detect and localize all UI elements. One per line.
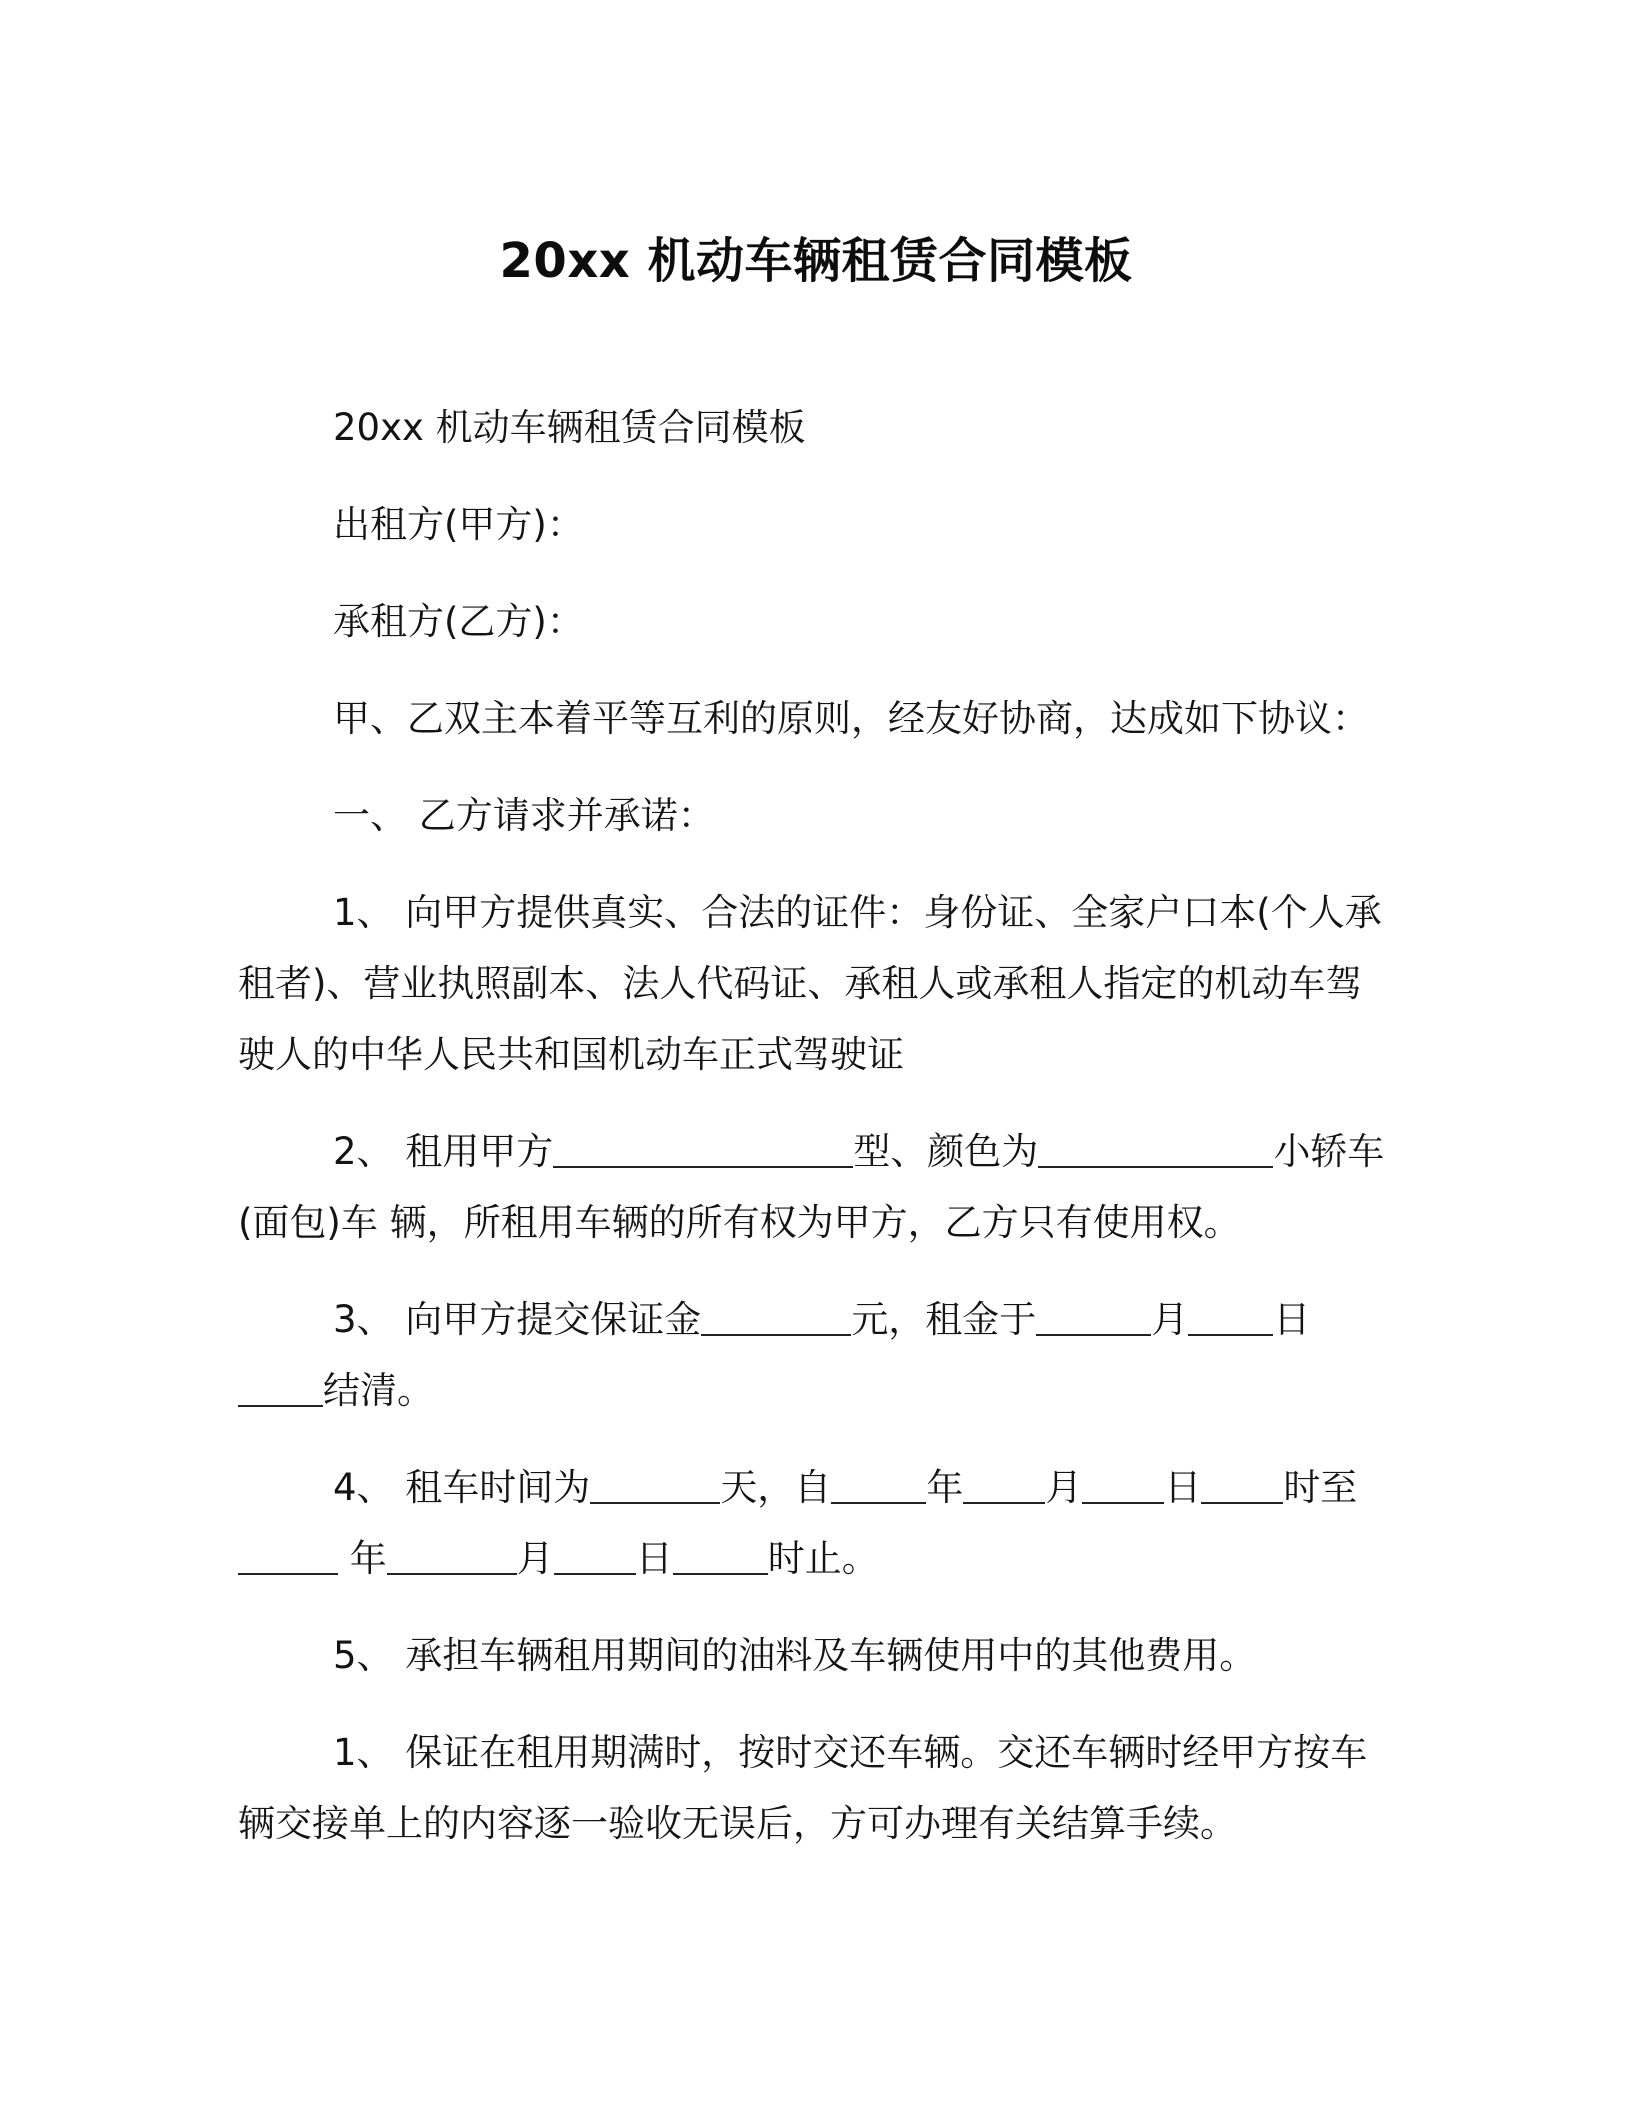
clause-3-text-b: 元，租金于: [851, 1298, 1037, 1341]
intro-paragraph: 甲、乙双主本着平等互利的原则，经友好协商，达成如下协议：: [333, 697, 1369, 740]
document-body: [238, 392, 1388, 1885]
clause-4: [238, 1452, 1388, 1594]
clause-4-text-f: 时至: [1283, 1466, 1358, 1509]
blank-field[interactable]: [387, 1529, 517, 1575]
clause-2-text-c: 小轿车(面包)车 辆，所租用车辆的所有权为甲方，乙方只有使用权。: [238, 1130, 1385, 1244]
clause-3-text-d: 日: [1273, 1298, 1311, 1341]
blank-field[interactable]: [1188, 1290, 1273, 1336]
subtitle-paragraph: 20xx 机动车辆租赁合同模板: [333, 406, 806, 449]
clause-3-text-c: 月: [1151, 1298, 1189, 1341]
clause-4-text-d: 月: [1045, 1466, 1083, 1509]
clause-4-text-a: 4、 租车时间为: [333, 1466, 591, 1509]
section-heading: 一、 乙方请求并承诺：: [333, 794, 715, 837]
clause-2-text-a: 2、 租用甲方: [333, 1130, 554, 1173]
clause-4-text-g: 年: [338, 1537, 387, 1580]
blank-field[interactable]: [1036, 1290, 1151, 1336]
blank-field[interactable]: [673, 1529, 768, 1575]
clause-2: [238, 1116, 1388, 1258]
blank-field[interactable]: [238, 1529, 338, 1575]
blank-field[interactable]: [1082, 1458, 1164, 1504]
clause-3-text-a: 3、 向甲方提交保证金: [333, 1298, 702, 1341]
clause-3-text-e: 结清。: [323, 1369, 434, 1412]
clause-4-text-h: 月: [516, 1537, 554, 1580]
blank-field[interactable]: [831, 1458, 926, 1504]
lessor-line: 出租方(甲方)：: [333, 503, 584, 546]
clause-4-text-j: 时止。: [767, 1537, 879, 1580]
clause-5: 5、 承担车辆租用期间的油料及车辆使用中的其他费用。: [333, 1634, 1257, 1677]
lessee-line: 承租方(乙方)：: [333, 600, 584, 643]
clause-4-text-c: 年: [926, 1466, 964, 1509]
clause-4-text-i: 日: [635, 1537, 673, 1580]
blank-field[interactable]: [1201, 1458, 1283, 1504]
blank-field[interactable]: [553, 1122, 853, 1168]
clause-4-text-e: 日: [1164, 1466, 1202, 1509]
document-title: 20xx 机动车辆租赁合同模板: [499, 233, 1133, 289]
clause-4-text-b: 天，自: [720, 1466, 832, 1509]
blank-field[interactable]: [963, 1458, 1045, 1504]
clause-2-text-b: 型、颜色为: [853, 1130, 1039, 1173]
clause-3: [238, 1284, 1388, 1426]
blank-field[interactable]: [1038, 1122, 1273, 1168]
clause-return: 1、 保证在租用期满时，按时交还车辆。交还车辆时经甲方按车辆交接单上的内容逐一验收无误后，方可办理有关结算手续。: [238, 1731, 1368, 1845]
blank-field[interactable]: [701, 1290, 851, 1336]
blank-field[interactable]: [554, 1529, 636, 1575]
clause-1: 1、 向甲方提供真实、合法的证件：身份证、全家户口本(个人承租者)、营业执照副本、法人代码证、承租人或承租人指定的机动车驾驶人的中华人民共和国机动车正式驾驶证: [238, 891, 1382, 1076]
blank-field[interactable]: [590, 1458, 720, 1504]
blank-field[interactable]: [238, 1361, 323, 1407]
